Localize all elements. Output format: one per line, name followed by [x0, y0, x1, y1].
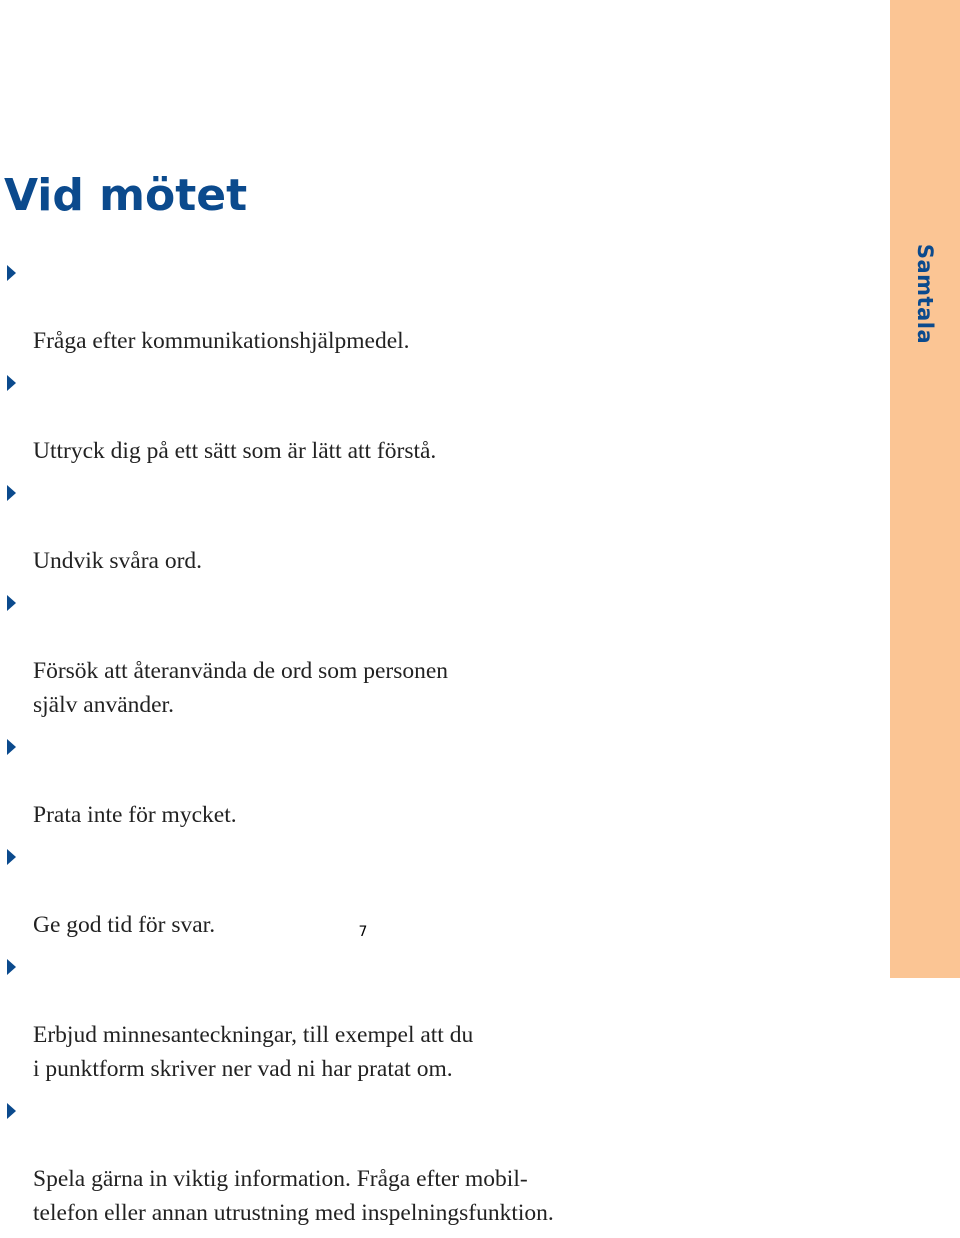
page-title: Vid mötet — [4, 170, 248, 221]
bullet-text: Erbjud minnesanteckningar, till exempel att du i punktform skriver ner vad ni har pratat om. — [33, 1022, 474, 1082]
side-tab — [890, 0, 960, 978]
right-triangle-icon — [7, 485, 16, 501]
right-triangle-icon — [7, 849, 16, 865]
bullet-item — [0, 950, 860, 1086]
right-triangle-icon — [7, 1103, 16, 1119]
side-tab-label: Samtala — [913, 243, 937, 345]
right-triangle-icon — [7, 595, 16, 611]
page-number: 7 — [358, 924, 368, 940]
bullet-text: Fråga efter kommunikationshjälpmedel. — [33, 328, 410, 354]
right-triangle-icon — [7, 739, 16, 755]
right-triangle-icon — [7, 375, 16, 391]
bullet-item — [0, 476, 860, 578]
bullet-text: Ge god tid för svar. — [33, 912, 216, 938]
bullet-item — [0, 366, 860, 468]
bullet-item — [0, 840, 860, 942]
bullet-item — [0, 586, 860, 722]
bullet-text: Undvik svåra ord. — [33, 548, 203, 574]
bullet-item — [0, 730, 860, 832]
bullet-text: Spela gärna in viktig information. Fråga efter mobil- telefon eller annan utrustning med inspelningsfunktion. — [33, 1166, 554, 1226]
bullet-item — [0, 1094, 860, 1230]
bullet-item — [0, 256, 860, 358]
right-triangle-icon — [7, 959, 16, 975]
bullet-text: Prata inte för mycket. — [33, 802, 237, 828]
right-triangle-icon — [7, 265, 16, 281]
bullet-text: Försök att återanvända de ord som personen själv använder. — [33, 658, 449, 718]
bullet-text: Uttryck dig på ett sätt som är lätt att förstå. — [33, 438, 437, 464]
bullet-list — [0, 256, 860, 1238]
